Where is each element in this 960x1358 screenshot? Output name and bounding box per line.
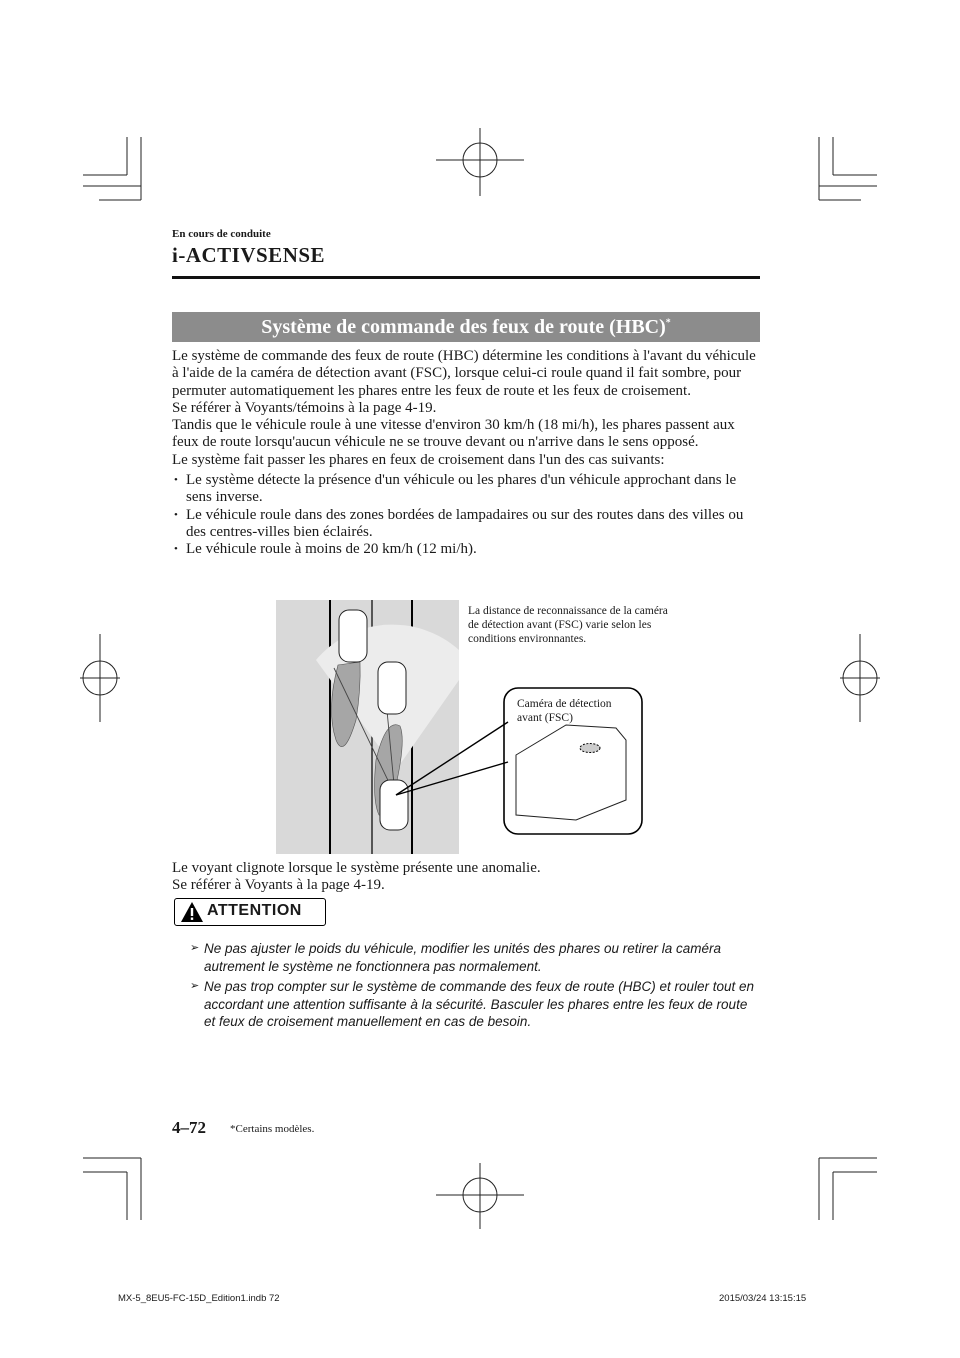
attention-list [190, 940, 762, 1034]
print-file-name: MX-5_8EU5-FC-15D_Edition1.indb 72 [118, 1293, 280, 1304]
condition-item: • Le système détecte la présence d'un véhicule ou les phares d'un véhicule approchant dans le sens inverse. [172, 472, 762, 507]
intro-paragraph-1: Le système de commande des feux de route (HBC) détermine les conditions à l'avant du véhicule à l'aide de la caméra de détection avant (FSC), lorsque celui-ci roule quand il fait sombre, pour permuter automatiquement les phares entre les feux de route et les feux de croisement. [172, 348, 756, 399]
reference-text: Se référer à Voyants à la page 4-19. [172, 877, 385, 894]
intro-paragraph-4: Le système fait passer les phares en feux de croisement dans l'un des cas suivants: [172, 451, 665, 468]
page-number: 4–72 [172, 1118, 206, 1137]
car-oncoming [378, 662, 406, 714]
arrow-icon: ➢ [190, 980, 200, 992]
condition-item: • Le véhicule roule à moins de 20 km/h (12 mi/h). [172, 541, 762, 558]
attention-item: ➢ Ne pas trop compter sur le système de commande des feux de route (HBC) et rouler tout en accordant une attention suffisante à la sécurité. Basculer les phares entre les feux de route et feux de croisement manuellement en cas de besoin. [190, 979, 755, 1029]
arrow-icon: ➢ [190, 942, 200, 954]
attention-item: ➢ Ne pas ajuster le poids du véhicule, modifier les unités des phares ou retirer la caméra autrement le système ne fonctionnera pas normalement. [190, 941, 722, 974]
models-note: *Certains modèles. [230, 1123, 315, 1135]
camera-dot [580, 744, 600, 753]
warning-triangle-icon [180, 901, 204, 923]
attention-label: ATTENTION [207, 902, 302, 919]
intro-paragraph-2: Se référer à Voyants/témoins à la page 4-19. [172, 399, 437, 416]
conditions-list [172, 472, 762, 558]
section-label: En cours de conduite [172, 228, 271, 240]
section-title: Système de commande des feux de route (HBC) [261, 316, 666, 338]
intro-text [172, 348, 762, 559]
model-asterisk: * [665, 317, 671, 329]
after-figure-text [172, 860, 762, 895]
intro-paragraph-3: Tandis que le véhicule roule à une vitesse d'environ 30 km/h (18 mi/h), les phares passent aux feux de route lorsqu'aucun véhicule ne se trouve devant ou n'arrive dans le sens opposé. [172, 417, 735, 451]
range-caption: La distance de reconnaissance de la caméra de détection avant (FSC) varie selon les conditions environnantes. [468, 605, 668, 645]
camera-caption: Caméra de détection avant (FSC) [517, 698, 612, 724]
attention-box [174, 898, 326, 926]
condition-item: • Le véhicule roule dans des zones bordées de lampadaires ou sur des routes dans des villes ou des centres-villes bien éclairés. [172, 507, 762, 542]
section-title-bar [172, 312, 760, 342]
chapter-title: i-ACTIVSENSE [172, 243, 326, 267]
malfunction-text: Le voyant clignote lorsque le système présente une anomalie. [172, 860, 541, 876]
car-ahead [339, 610, 367, 662]
header-rule [172, 276, 760, 279]
print-timestamp: 2015/03/24 13:15:15 [719, 1293, 807, 1304]
car-own [380, 780, 408, 830]
